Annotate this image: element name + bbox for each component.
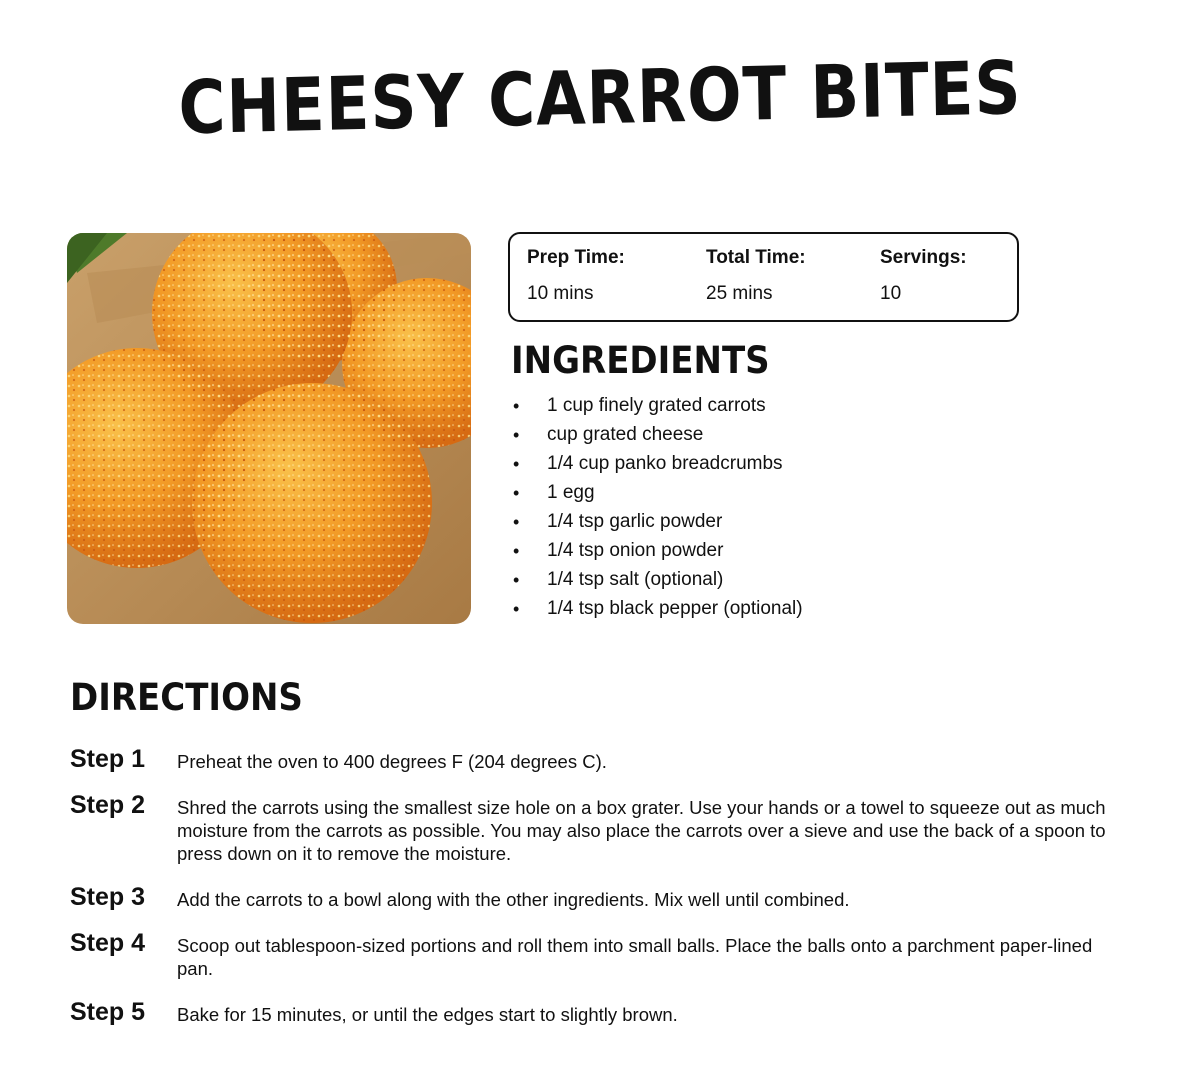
total-time-label: Total Time: [706, 247, 806, 268]
ingredient-item: • 1/4 tsp black pepper (optional) [513, 596, 803, 625]
step-label: Step 5 [70, 998, 146, 1026]
recipe-photo [67, 233, 471, 624]
ingredients-heading: INGREDIENTS [511, 339, 770, 383]
ingredient-item: • 1/4 cup panko breadcrumbs [513, 451, 803, 480]
step-label: Step 3 [70, 883, 146, 911]
step-label: Step 2 [70, 791, 146, 819]
ingredients-list [513, 393, 803, 625]
step-text: Preheat the oven to 400 degrees F (204 degrees C). [177, 751, 607, 772]
ingredient-item: • 1/4 tsp garlic powder [513, 509, 803, 538]
servings-value: 10 [880, 283, 902, 304]
prep-time-value: 10 mins [527, 283, 594, 304]
servings [880, 247, 967, 305]
ingredient-item: • 1/4 tsp salt (optional) [513, 567, 803, 596]
total-time [706, 247, 806, 305]
ingredient-item: • cup grated cheese [513, 422, 803, 451]
ingredient-item: • 1 cup finely grated carrots [513, 393, 803, 422]
prep-time-label: Prep Time: [527, 247, 625, 268]
step-text: Shred the carrots using the smallest size hole on a box grater. Use your hands or a towel to squeeze out as much moisture from the carrots as possible. You may also place the carrots over a sieve and use the back of a spoon to press down on it to remove the moisture. [177, 797, 1106, 864]
ingredient-item: • 1/4 tsp onion powder [513, 538, 803, 567]
total-time-value: 25 mins [706, 283, 773, 304]
step-label: Step 4 [70, 929, 146, 957]
step-text: Add the carrots to a bowl along with the other ingredients. Mix well until combined. [177, 889, 850, 910]
prep-time [527, 247, 625, 305]
step-text: Bake for 15 minutes, or until the edges start to slightly brown. [177, 1004, 678, 1025]
step-label: Step 1 [70, 745, 146, 773]
step-text: Scoop out tablespoon-sized portions and roll them into small balls. Place the balls onto a parchment paper-lined pan. [177, 935, 1093, 979]
carrot-bites-image [67, 233, 471, 624]
recipe-title: CHEESY CARROT BITES [177, 46, 1023, 152]
ingredient-item: • 1 egg [513, 480, 803, 509]
servings-label: Servings: [880, 247, 967, 268]
recipe-info-box [508, 232, 1019, 322]
directions-heading: DIRECTIONS [70, 676, 303, 720]
